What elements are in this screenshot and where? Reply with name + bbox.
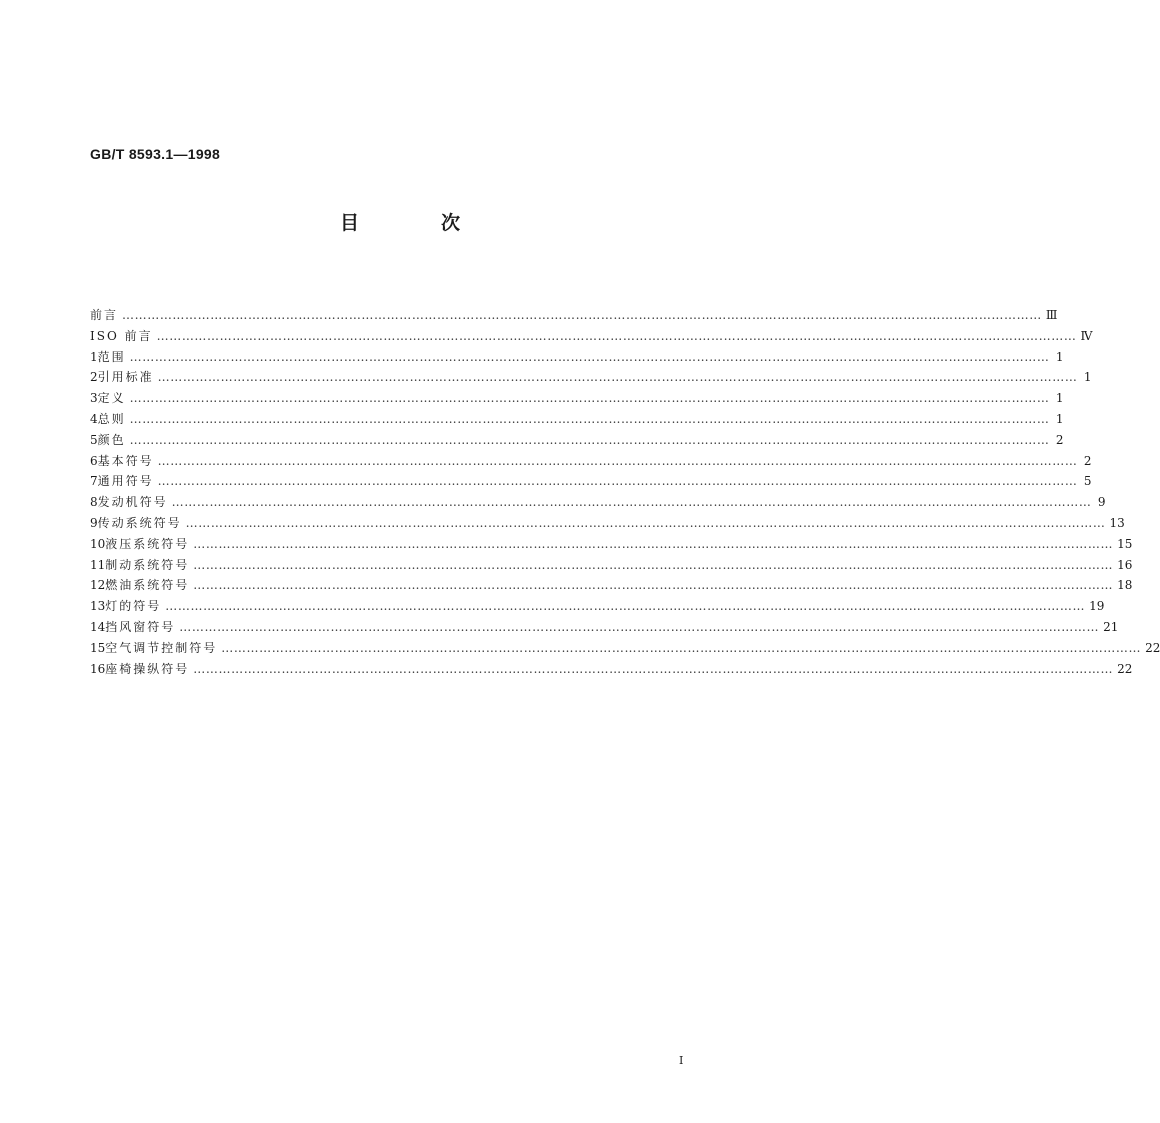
toc-leader-dots: ………………………………………………………………………………………………………………………………………………………………………………………………… [221,640,1142,655]
toc-entry-page: 19 [1089,599,1105,614]
toc-leader-dots: ………………………………………………………………………………………………………………………………………………………………………………………………… [156,328,1077,343]
toc-entry-page: 22 [1145,640,1160,655]
toc-entry-label: 空气调节控制符号 [105,640,218,655]
toc-entry-label: 通用符号 [97,474,154,489]
toc-entry-label: 总则 [97,411,126,426]
toc-entry-label: 引用标准 [97,370,154,385]
toc-entry-number: 10 [90,536,106,551]
toc-entry-label: 基本符号 [97,453,154,468]
toc-entry-6[interactable] [90,451,1092,472]
toc-entry-number: 14 [90,619,106,634]
table-of-contents [90,305,1160,679]
toc-entry-11[interactable] [90,555,1133,576]
toc-entry-page: 1 [1055,349,1064,364]
toc-entry-page: 1 [1055,411,1064,426]
toc-entry-page: 21 [1103,619,1119,634]
toc-entry-label: 前言 [90,308,119,322]
toc-leader-dots: ………………………………………………………………………………………………………………………………………………………………………………………………… [129,391,1050,406]
page-title [340,208,460,235]
toc-entry-label: 制动系统符号 [105,557,190,572]
title-char-2: 次 [440,212,460,234]
toc-entry-number: 15 [90,640,106,655]
toc-entry-label: 液压系统符号 [105,536,190,551]
page-number: I [679,1054,684,1067]
toc-entry-15[interactable] [90,638,1160,659]
toc-entry-14[interactable] [90,617,1119,638]
toc-entry-page: 16 [1117,557,1133,572]
toc-entry-number: 9 [90,515,98,530]
toc-entry-number: 11 [90,557,106,572]
toc-entry-label: 挡风窗符号 [105,619,176,634]
toc-entry-label: 范围 [97,349,126,364]
toc-leader-dots: ………………………………………………………………………………………………………………………………………………………………………………………………… [193,661,1114,676]
toc-entry-12[interactable] [90,575,1133,596]
toc-entry-number: 4 [90,411,98,426]
toc-entry-8[interactable] [90,492,1106,513]
toc-entry-page: Ⅲ [1045,308,1058,322]
toc-entry-page: 9 [1097,495,1106,510]
toc-entry-page: 1 [1055,391,1064,406]
toc-leader-dots: ………………………………………………………………………………………………………………………………………………………………………………………………… [193,578,1114,593]
toc-entry-9[interactable] [90,513,1125,534]
toc-entry-page: 1 [1083,370,1092,385]
toc-leader-dots: ………………………………………………………………………………………………………………………………………………………………………………………………… [165,599,1086,614]
toc-entry-4[interactable] [90,409,1064,430]
toc-entry-2[interactable] [90,367,1092,388]
toc-entry-7[interactable] [90,471,1092,492]
toc-entry-label: 发动机符号 [97,495,168,510]
toc-entry-label: 颜色 [97,432,126,447]
toc-leader-dots: ………………………………………………………………………………………………………………………………………………………………………………………………… [157,474,1078,489]
toc-entry-foreword[interactable] [90,305,1058,326]
toc-entry-page: 5 [1083,474,1092,489]
toc-entry-5[interactable] [90,430,1064,451]
toc-entry-number: 2 [90,370,98,385]
toc-entry-page: Ⅳ [1080,328,1093,343]
toc-entry-page: 22 [1117,661,1133,676]
toc-entry-label: ISO 前言 [90,328,153,343]
toc-leader-dots: ………………………………………………………………………………………………………………………………………………………………………………………………… [122,308,1042,322]
toc-entry-number: 12 [90,578,106,593]
toc-entry-label: 灯的符号 [105,599,162,614]
toc-entry-page: 13 [1109,515,1125,530]
toc-leader-dots: ………………………………………………………………………………………………………………………………………………………………………………………………… [185,515,1106,530]
toc-entry-number: 8 [90,495,98,510]
toc-leader-dots: ………………………………………………………………………………………………………………………………………………………………………………………………… [193,557,1114,572]
toc-entry-1[interactable] [90,347,1064,368]
toc-entry-number: 7 [90,474,98,489]
toc-entry-page: 15 [1117,536,1133,551]
toc-entry-page: 2 [1083,453,1092,468]
toc-entry-13[interactable] [90,596,1105,617]
toc-leader-dots: ………………………………………………………………………………………………………………………………………………………………………………………………… [129,411,1050,426]
toc-entry-label: 座椅操纵符号 [105,661,190,676]
toc-entry-number: 3 [90,391,98,406]
toc-entry-10[interactable] [90,534,1133,555]
toc-entry-page: 18 [1117,578,1133,593]
toc-entry-label: 传动系统符号 [97,515,182,530]
toc-entry-label: 燃油系统符号 [105,578,190,593]
toc-entry-number: 5 [90,432,98,447]
toc-entry-iso-foreword[interactable] [90,326,1093,347]
toc-leader-dots: ………………………………………………………………………………………………………………………………………………………………………………………………… [157,453,1078,468]
toc-leader-dots: ………………………………………………………………………………………………………………………………………………………………………………………………… [157,370,1078,385]
toc-entry-3[interactable] [90,388,1064,409]
toc-leader-dots: ………………………………………………………………………………………………………………………………………………………………………………………………… [193,536,1114,551]
toc-leader-dots: ………………………………………………………………………………………………………………………………………………………………………………………………… [129,349,1050,364]
toc-leader-dots: ………………………………………………………………………………………………………………………………………………………………………………………………… [171,495,1092,510]
toc-entry-number: 16 [90,661,106,676]
toc-entry-number: 1 [90,349,98,364]
toc-leader-dots: ………………………………………………………………………………………………………………………………………………………………………………………………… [179,619,1100,634]
toc-entry-number: 13 [90,599,106,614]
toc-leader-dots: ………………………………………………………………………………………………………………………………………………………………………………………………… [129,432,1050,447]
toc-entry-label: 定义 [97,391,126,406]
toc-entry-number: 6 [90,453,98,468]
toc-entry-16[interactable] [90,659,1133,680]
toc-entry-page: 2 [1055,432,1064,447]
standard-number: GB/T 8593.1—1998 [90,146,221,162]
title-char-1: 目 [340,212,360,234]
